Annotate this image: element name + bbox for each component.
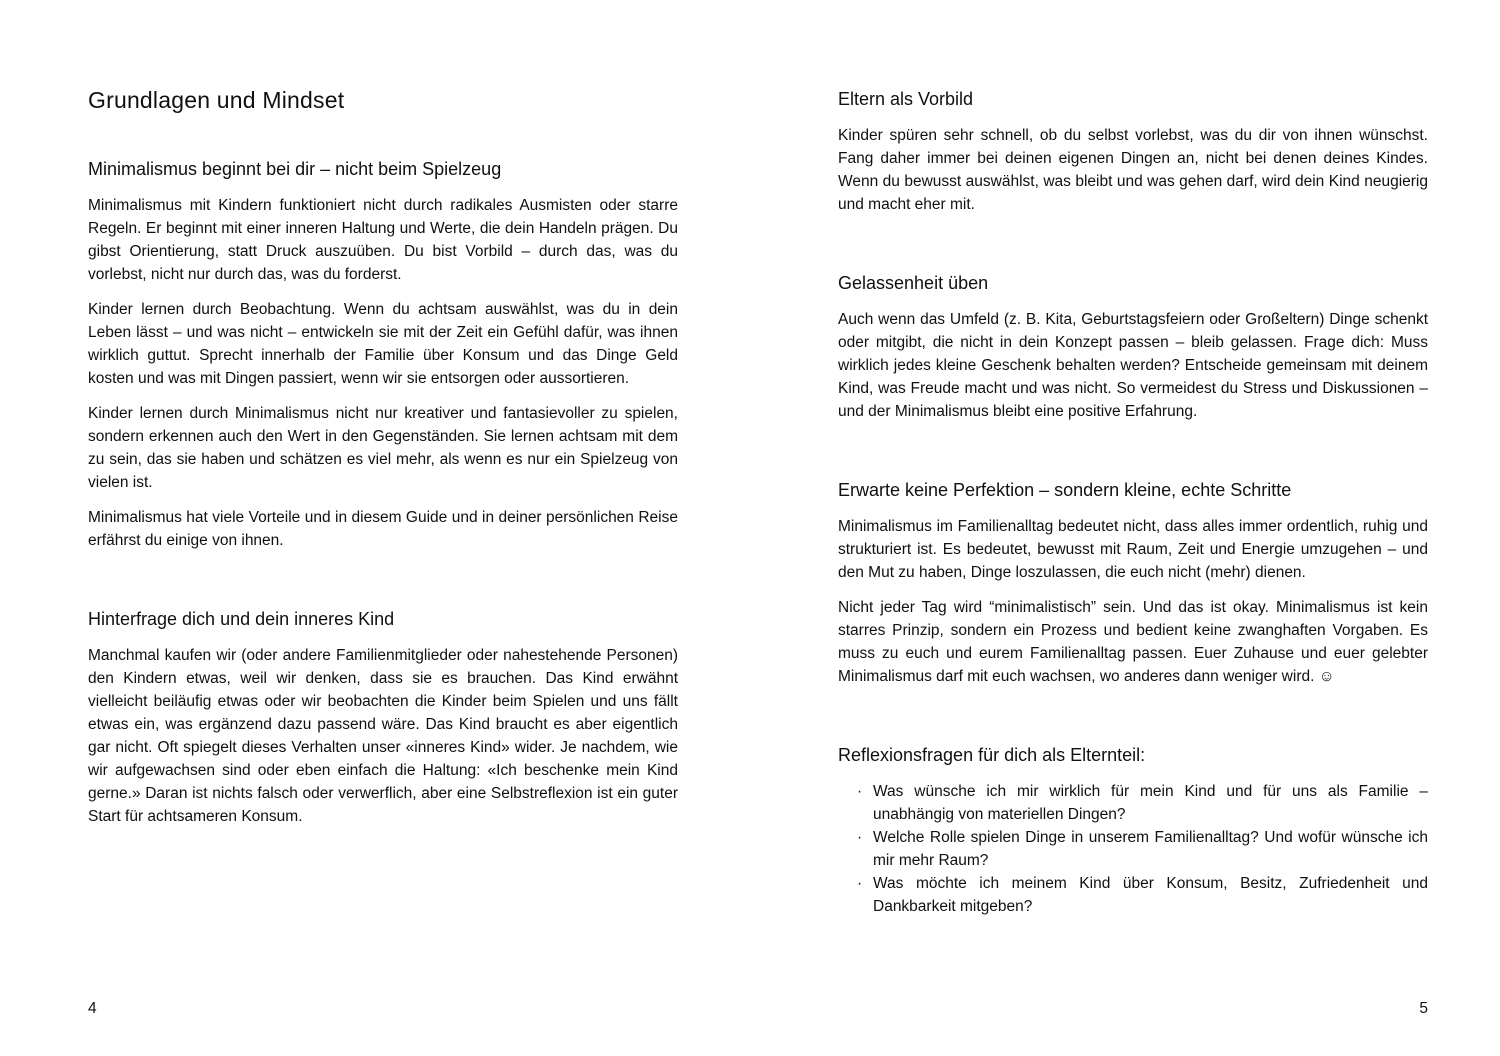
- paragraph: Kinder spüren sehr schnell, ob du selbst vorlebst, was du dir von ihnen wünschst. Fang daher immer bei deinen eigenen Dingen an, nicht bei denen deines Kindes. Wenn du bewusst auswählst, was bleibt und was gehen darf, wird dein Kind neugierig und macht eher mit.: [838, 127, 1428, 213]
- paragraph: Nicht jeder Tag wird “minimalistisch” sein. Und das ist okay. Minimalismus ist kein starres Prinzip, sondern ein Prozess und bedient keine zwanghaften Vorgaben. Es muss zu euch und eurem Familienalltag passen. Euer Zuhause und euer gelebter Minimalismus darf mit euch wachsen, wo anderes dann weniger wird. ☺: [838, 599, 1428, 685]
- list-item: · Was möchte ich meinem Kind über Konsum, Besitz, Zufriedenheit und Dankbarkeit mitgeben?: [856, 872, 1428, 918]
- paragraph: Kinder lernen durch Minimalismus nicht nur kreativer und fantasievoller zu spielen, sondern erkennen auch den Wert in den Gegenständen. Sie lernen achtsam mit dem zu sein, das sie haben und schätzen es viel mehr, als wenn es nur ein Spielzeug von vielen ist.: [88, 405, 678, 491]
- section-heading-minimalismus-beginnt: Minimalismus beginnt bei dir – nicht beim Spielzeug: [88, 159, 502, 179]
- section-heading-erwarte-keine-perfektion: Erwarte keine Perfektion – sondern kleine, echte Schritte: [838, 480, 1292, 500]
- paragraph: Minimalismus mit Kindern funktioniert nicht durch radikales Ausmisten oder starre Regeln. Er beginnt mit einer inneren Haltung und Werte, die dein Handeln prägen. Du gibst Orientierung, statt Druck auszuüben. Du bist Vorbild – durch das, was du vorlebst, nicht nur durch das, was du forderst.: [88, 197, 678, 283]
- paragraph: Auch wenn das Umfeld (z. B. Kita, Geburtstagsfeiern oder Großeltern) Dinge schenkt oder mitgibt, die nicht in dein Konzept passen – bleib gelassen. Frage dich: Muss wirklich jedes kleine Geschenk behalten werden? Entscheide gemeinsam mit deinem Kind, was Freude macht und was nicht. So vermeidest du Stress und Diskussionen – und der Minimalismus bleibt eine positive Erfahrung.: [838, 311, 1428, 420]
- paragraph: Manchmal kaufen wir (oder andere Familienmitglieder oder nahestehende Personen) den Kindern etwas, weil wir denken, dass sie es brauchen. Das Kind erwähnt vielleicht beiläufig etwas oder wir beobachten die Kinder beim Spielen und uns fällt etwas ein, was ergänzend dazu passend wäre. Das Kind braucht es aber eigentlich gar nicht. Oft spiegelt dieses Verhalten unser «inneres Kind» wider. Je nachdem, wie wir aufgewachsen sind oder eben einfach die Haltung: «Ich beschenke mein Kind gerne.» Daran ist nichts falsch oder verwerflich, aber eine Selbstreflexion ist ein guter Start für achtsameren Konsum.: [88, 647, 678, 825]
- reflection-questions-list: [838, 780, 1428, 918]
- list-item: · Was wünsche ich mir wirklich für mein Kind und für uns als Familie – unabhängig von materiellen Dingen?: [856, 780, 1428, 826]
- list-item: · Welche Rolle spielen Dinge in unserem Familienalltag? Und wofür wünsche ich mir mehr Raum?: [856, 826, 1428, 872]
- paragraph: Minimalismus hat viele Vorteile und in diesem Guide und in deiner persönlichen Reise erfährst du einige von ihnen.: [88, 509, 678, 549]
- page-number-left: 4: [88, 1000, 97, 1017]
- left-page: [88, 86, 678, 828]
- chapter-title: Grundlagen und Mindset: [88, 87, 345, 113]
- section-heading-eltern-als-vorbild: Eltern als Vorbild: [838, 89, 974, 109]
- section-heading-hinterfrage-dich: Hinterfrage dich und dein inneres Kind: [88, 609, 395, 629]
- section-heading-reflexionsfragen: Reflexionsfragen für dich als Elternteil:: [838, 745, 1146, 765]
- right-page: [838, 86, 1428, 918]
- paragraph: Kinder lernen durch Beobachtung. Wenn du achtsam auswählst, was du in dein Leben lässt – und was nicht – entwickeln sie mit der Zeit ein Gefühl dafür, was ihnen wirklich guttut. Sprecht innerhalb der Familie über Konsum und das Dinge Geld kosten und was mit Dingen passiert, wenn wir sie entsorgen oder aussortieren.: [88, 301, 678, 387]
- section-heading-gelassenheit-ueben: Gelassenheit üben: [838, 273, 989, 293]
- paragraph: Minimalismus im Familienalltag bedeutet nicht, dass alles immer ordentlich, ruhig und strukturiert ist. Es bedeutet, bewusst mit Raum, Zeit und Energie umzugehen – und den Mut zu haben, Dinge loszulassen, die euch nicht (mehr) dienen.: [838, 518, 1428, 581]
- page-number-right: 5: [1419, 1000, 1428, 1017]
